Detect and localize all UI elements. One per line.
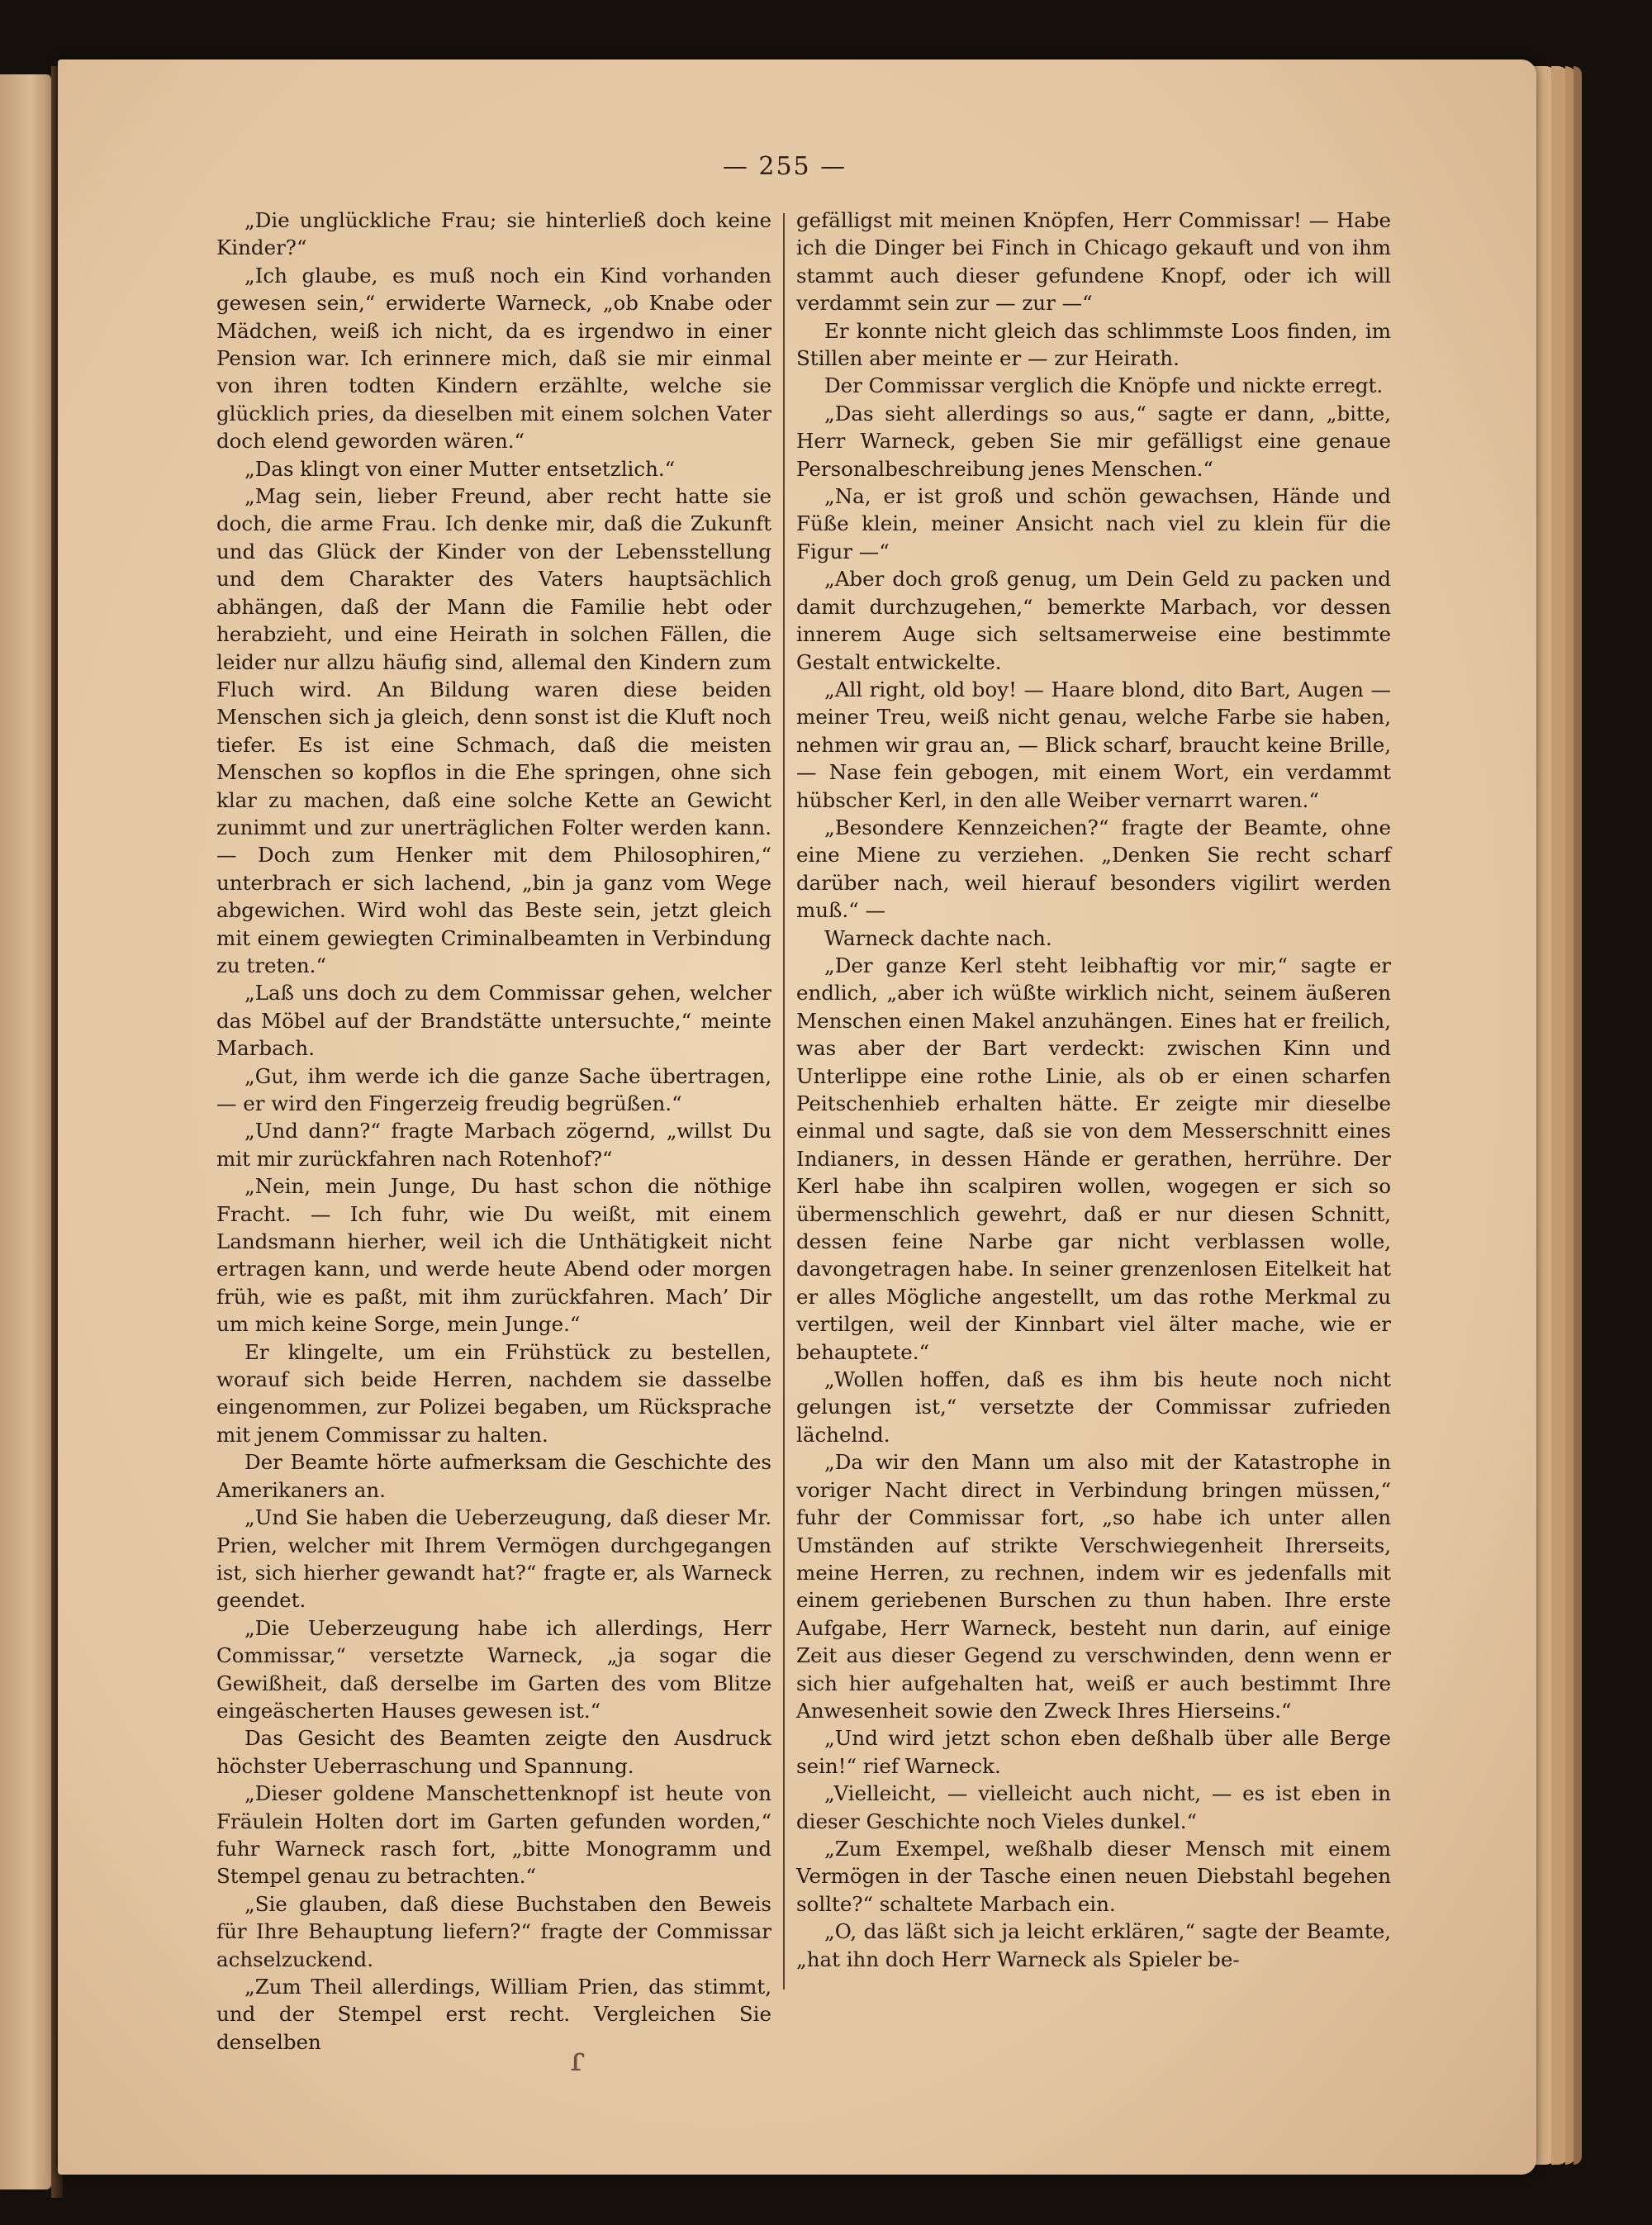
page-stack-edge (1574, 66, 1582, 2165)
paragraph: „Die Ueberzeugung habe ich allerdings, Herr Commissar,“ versetzte Warneck, „ja sogar die Gewißheit, daß derselbe im Garten des vom Blitze eingeäscherten Hauses gewesen ist.“ (216, 1615, 771, 1723)
paragraph: „Mag sein, lieber Freund, aber recht hatte sie doch, die arme Frau. Ich denke mir, daß die Zukunft und das Glück der Kinder von der Lebensstellung und dem Charakter des Vaters hauptsächlich abhängen, daß der Mann die Familie hebt oder herabzieht, und eine Heirath in solchen Fällen, die leider nur allzu häufig sind, allemal den Kindern zum Fluch wird. An Bildung waren diese beiden Menschen sich ja gleich, denn sonst ist die Kluft noch tiefer. Es ist eine Schmach, daß die meisten Menschen so kopflos in die Ehe springen, ohne sich klar zu machen, daß eine solche Kette an Gewicht zunimmt und zur unerträglichen Folter werden kann. — Doch zum Henker mit dem Philosophiren,“ unterbrach er sich lachend, „bin ja ganz vom Wege abgewichen. Wird wohl das Beste sein, jetzt gleich mit einem gewiegten Criminalbeamten in Verbindung zu treten.“ (216, 484, 771, 977)
left-text-column (216, 207, 771, 2056)
paragraph: „Und dann?“ fragte Marbach zögernd, „willst Du mit mir zurückfahren nach Rotenhof?“ (216, 1119, 771, 1171)
paragraph: „Besondere Kennzeichen?“ fragte der Beamte, ohne eine Miene zu verziehen. „Denken Sie recht scharf darüber nach, weil hierauf besonders vigilirt werden muß.“ — (796, 815, 1391, 923)
column-divider (783, 213, 785, 1990)
paragraph: „Vielleicht, — vielleicht auch nicht, — es ist eben in dieser Geschichte noch Vieles dunkel.“ (796, 1781, 1391, 1833)
paragraph: gefälligst mit meinen Knöpfen, Herr Commissar! — Habe ich die Dinger bei Finch in Chicago gekauft und von ihm stammt auch dieser gefundene Knopf, oder ich will verdammt sein zur — zur —“ (796, 208, 1391, 316)
paragraph: „Sie glauben, daß diese Buchstaben den Beweis für Ihre Behauptung liefern?“ fragte der Commissar achselzuckend. (216, 1891, 771, 1971)
paragraph: „Das sieht allerdings so aus,“ sagte er dann, „bitte, Herr Warneck, geben Sie mir gefälligst eine genaue Personalbeschreibung jenes Menschen.“ (796, 401, 1391, 481)
facing-page-edge (0, 74, 51, 2189)
paragraph: „Und wird jetzt schon eben deßhalb über alle Berge sein!“ rief Warneck. (796, 1726, 1391, 1778)
paragraph: „Na, er ist groß und schön gewachsen, Hände und Füße klein, meiner Ansicht nach viel zu klein für die Figur —“ (796, 484, 1391, 563)
paragraph: „Nein, mein Junge, Du hast schon die nöthige Fracht. — Ich fuhr, wie Du weißt, mit einem Landsmann hierher, weil ich die Unthätigkeit nicht ertragen kann, und werde heute Abend oder morgen früh, wie es paßt, mit ihm zurückfahren. Mach’ Dir um mich keine Sorge, mein Junge.“ (216, 1174, 771, 1337)
page-number: — 255 — (722, 152, 847, 181)
paragraph: „Zum Theil allerdings, William Prien, das stimmt, und der Stempel erst recht. Vergleichen Sie denselben (216, 1975, 771, 2054)
paragraph: Das Gesicht des Beamten zeigte den Ausdruck höchster Ueberraschung und Spannung. (216, 1726, 771, 1778)
paragraph: „Laß uns doch zu dem Commissar gehen, welcher das Möbel auf der Brandstätte untersuchte,“ meinte Marbach. (216, 981, 771, 1061)
paragraph: „Und Sie haben die Ueberzeugung, daß dieser Mr. Prien, welcher mit Ihrem Vermögen durchgegangen ist, sich hierher gewandt hat?“ fragte er, als Warneck geendet. (216, 1505, 771, 1613)
paragraph: Der Beamte hörte aufmerksam die Geschichte des Amerikaners an. (216, 1450, 771, 1502)
paragraph: „O, das läßt sich ja leicht erklären,“ sagte der Beamte, „hat ihn doch Herr Warneck als Spieler be- (796, 1919, 1391, 1971)
paragraph: Er konnte nicht gleich das schlimmste Loos finden, im Stillen aber meinte er — zur Heirath. (796, 318, 1391, 371)
paragraph: „Wollen hoffen, daß es ihm bis heute noch nicht gelungen ist,“ versetzte der Commissar zufrieden lächelnd. (796, 1367, 1391, 1447)
paragraph: „Aber doch groß genug, um Dein Geld zu packen und damit durchzugehen,“ bemerkte Marbach, vor dessen innerem Auge sich seltsamerweise eine bestimmte Gestalt entwickelte. (796, 567, 1391, 674)
paragraph: Er klingelte, um ein Frühstück zu bestellen, worauf sich beide Herren, nachdem sie dasselbe eingenommen, zur Polizei begaben, um Rücksprache mit jenem Commissar zu halten. (216, 1339, 771, 1447)
paragraph: „Die unglückliche Frau; sie hinterließ doch keine Kinder?“ (216, 208, 771, 260)
paragraph: „Dieser goldene Manschettenknopf ist heute von Fräulein Holten dort im Garten gefunden worden,“ fuhr Warneck rasch fort, „bitte Monogramm und Stempel genau zu betrachten.“ (216, 1781, 771, 1889)
paragraph: „Da wir den Mann um also mit der Katastrophe in voriger Nacht direct in Verbindung bringen müssen,“ fuhr der Commissar fort, „so habe ich unter allen Umständen auf strikte Verschwiegenheit Ihrerseits, meine Herren, zu rechnen, indem wir es jedenfalls mit einem geriebenen Burschen zu thun haben. Ihre erste Aufgabe, Herr Warneck, besteht nun darin, auf einige Zeit aus dieser Gegend zu verschwinden, denn wenn er sich hier aufgehalten hat, weiß er auch bestimmt Ihre Anwesenheit sowie den Zweck Ihres Hierseins.“ (796, 1450, 1391, 1723)
paragraph: „Zum Exempel, weßhalb dieser Mensch mit einem Vermögen in der Tasche einen neuen Diebstahl begehen sollte?“ schaltete Marbach ein. (796, 1836, 1391, 1916)
right-text-column (796, 207, 1391, 1973)
paragraph: „Der ganze Kerl steht leibhaftig vor mir,“ sagte er endlich, „aber ich wüßte wirklich nicht, seinem äußeren Menschen einen Makel anzuhängen. Eines hat er freilich, was aber der Bart verdeckt: zwischen Kinn und Unterlippe eine rothe Linie, als ob er einen scharfen Peitschenhieb erhalten hätte. Er zeigte mir dieselbe einmal und sagte, daß sie von dem Messerschnitt eines Indianers, in dessen Hände er gerathen, herrühre. Der Kerl habe ihn scalpiren wollen, wogegen er sich so übermenschlich gewehrt, daß er nur diesen Schnitt, dessen feine Narbe gar nicht verblassen wolle, davongetragen habe. In seiner grenzenlosen Eitelkeit hat er alles Mögliche angestellt, um das rothe Merkmal zu vertilgen, weil der Kinnbart viel älter mache, wie er behauptete.“ (796, 953, 1391, 1364)
ink-mark: ɾ (570, 2041, 586, 2079)
paragraph: „Gut, ihm werde ich die ganze Sache übertragen, — er wird den Fingerzeig freudig begrüßen.“ (216, 1063, 771, 1115)
paragraph: „Ich glaube, es muß noch ein Kind vorhanden gewesen sein,“ erwiderte Warneck, „ob Knabe oder Mädchen, weiß ich nicht, da es irgendwo in einer Pension war. Ich erinnere mich, daß sie mir einmal von ihren todten Kindern erzählte, welche sie glücklich pries, da dieselben mit einem solchen Vater doch elend geworden wären.“ (216, 263, 771, 454)
paragraph: „All right, old boy! — Haare blond, dito Bart, Augen — meiner Treu, weiß nicht genau, welche Farbe sie haben, nehmen wir grau an, — Blick scharf, braucht keine Brille, — Nase fein gebogen, mit einem Wort, ein verdammt hübscher Kerl, in den alle Weiber vernarrt waren.“ (796, 677, 1391, 812)
paragraph: Der Commissar verglich die Knöpfe und nickte erregt. (824, 373, 1384, 398)
paragraph: Warneck dachte nach. (824, 925, 1052, 950)
paragraph: „Das klingt von einer Mutter entsetzlich.“ (244, 456, 676, 481)
